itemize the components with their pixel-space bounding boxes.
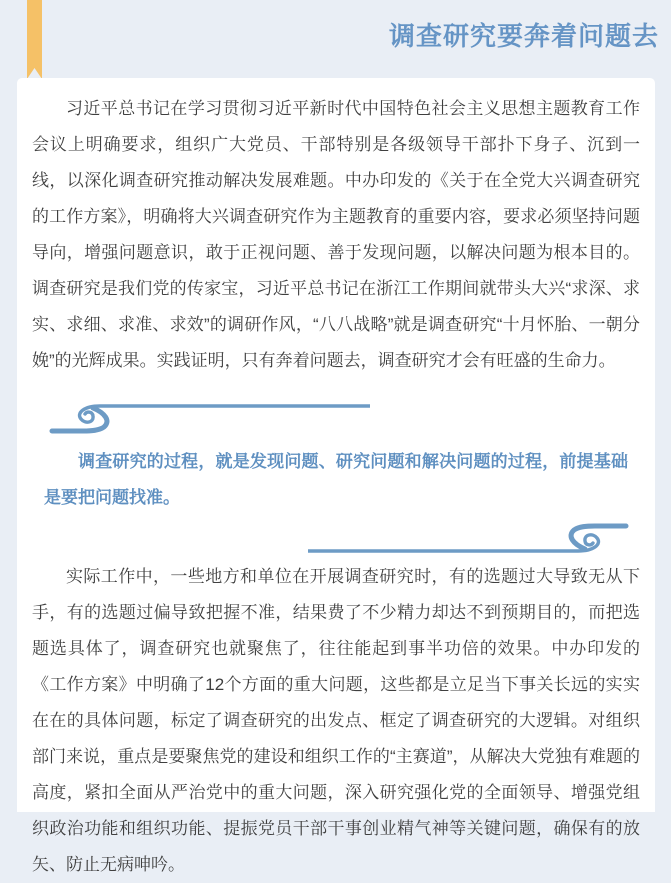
page-title: 调查研究要奔着问题去 bbox=[388, 21, 659, 51]
quote-text: 调查研究的过程，就是发现问题、研究问题和解决问题的过程，前提基础是要把问题找准。 bbox=[44, 452, 628, 507]
header bbox=[0, 0, 671, 78]
article-card bbox=[17, 78, 655, 874]
cloud-scroll-divider-top-icon bbox=[48, 398, 370, 438]
paragraph-intro: 习近平总书记在学习贯彻习近平新时代中国特色社会主义思想主题教育工作会议上明确要求，组织广大党员、干部特别是各级领导干部扑下身子、沉到一线，以深化调查研究推动解决发展难题。中办印发的《关于在全党大兴调查研究的工作方案》，明确将大兴调查研究作为主题教育的重要内容，要求必须坚持问题导向，增强问题意识，敢于正视问题、善于发现问题，以解决问题为根本目的。调查研究是我们党的传家宝，习近平总书记在浙江工作期间就带头大兴“求深、求实、求细、求准、求效”的调研作风，“八八战略”就是调查研究“十月怀胎、一朝分娩”的光辉成果。实践证明，只有奔着问题去，调查研究才会有旺盛的生命力。 bbox=[32, 99, 640, 370]
bookmark-ribbon-icon bbox=[27, 0, 42, 79]
paragraph-practice: 实际工作中，一些地方和单位在开展调查研究时，有的选题过大导致无从下手，有的选题过偏导致把握不准，结果费了不少精力却达不到预期目的，而把选题选具体了，调查研究也就聚焦了，往往能起到事半功倍的效果。中办印发的《工作方案》中明确了12个方面的重大问题，这些都是立足当下事关长远的实实在在的具体问题，标定了调查研究的出发点、框定了调查研究的大逻辑。对组织部门来说，重点是要聚焦党的建设和组织工作的“主赛道”，从解决大党独有难题的高度，紧扣全面从严治党中的重大问题，深入研究强化党的全面领导、增强党组织政治功能和组织功能、提振党员干部干事创业精气神等关键问题，确保有的放矢、防止无病呻吟。 bbox=[32, 567, 640, 874]
cloud-scroll-divider-bottom-icon bbox=[308, 519, 630, 559]
